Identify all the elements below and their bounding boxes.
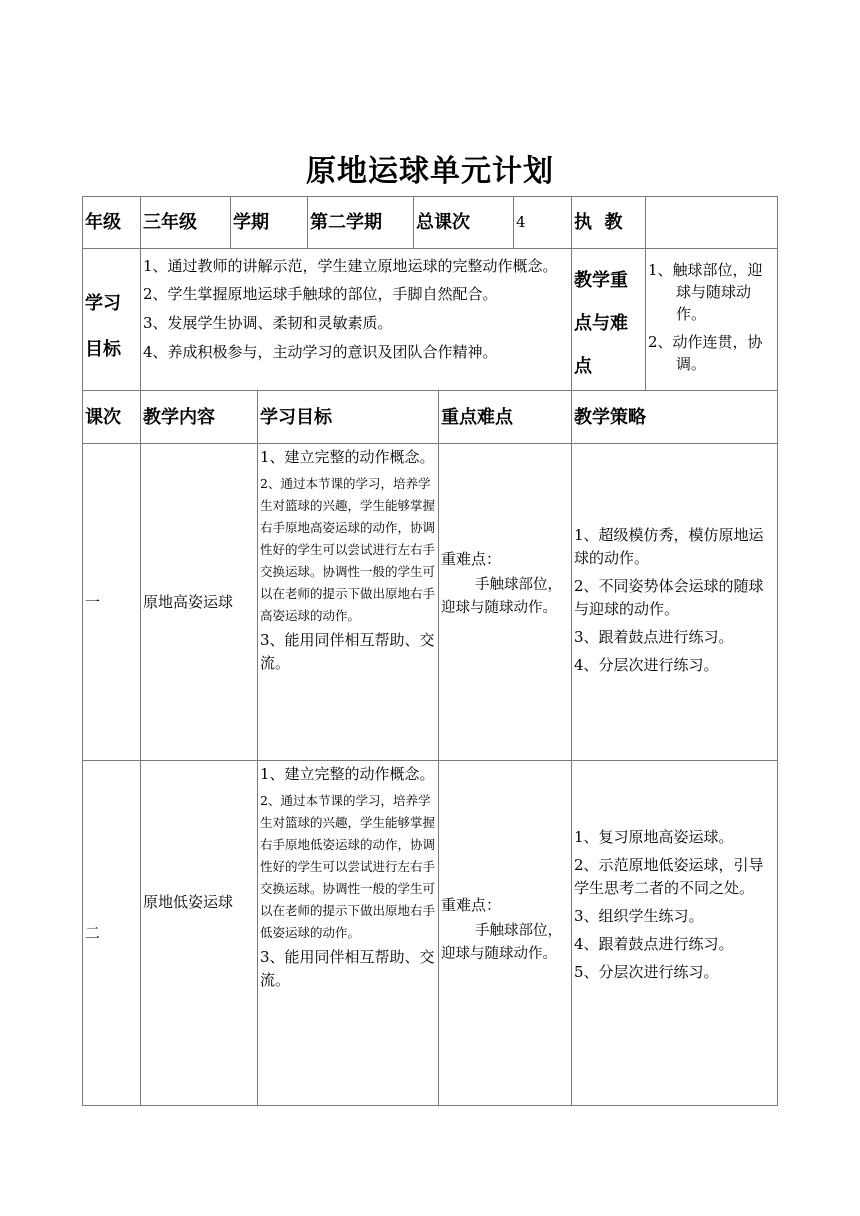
goal-item: 2、学生掌握原地运球手触球的部位，手脚自然配合。 xyxy=(143,285,498,303)
strategy-item: 1、复习原地高姿运球。 xyxy=(574,828,734,846)
strategy-item: 2、不同姿势体会运球的随球与迎球的动作。 xyxy=(574,577,764,618)
strategy-item: 3、跟着鼓点进行练习。 xyxy=(574,628,734,646)
key-points-label-line2: 点与难 xyxy=(574,313,628,334)
lesson-objectives xyxy=(257,443,439,761)
teacher-value xyxy=(645,196,778,249)
key-points-list xyxy=(645,248,778,391)
goals-label-line1: 学习 xyxy=(85,293,121,314)
header-key: 重点难点 xyxy=(438,390,572,444)
objective-item: 2、通过本节课的学习，培养学生对篮球的兴趣，学生能够掌握右手原地低姿运球的动作，协调性好的学生可以尝试进行左右手交换运球。协调性一般的学生可以在老师的提示下做出原地右手低姿运球的动作。 xyxy=(260,793,436,940)
lesson-strategy xyxy=(571,443,778,761)
term-label: 学期 xyxy=(230,196,308,249)
strategy-item: 3、组织学生练习。 xyxy=(574,907,704,925)
key-point-item: 2、动作连贯，协调。 xyxy=(648,333,763,373)
key-points-label-line3: 点 xyxy=(574,356,592,377)
term-value: 第二学期 xyxy=(307,196,414,249)
key-title: 重难点： xyxy=(441,896,502,914)
lesson-content: 原地高姿运球 xyxy=(140,443,258,761)
lesson-strategy xyxy=(571,760,778,1106)
key-point-item: 1、触球部位，迎球与随球动作。 xyxy=(648,261,763,323)
goals-list xyxy=(140,248,572,391)
strategy-item: 4、分层次进行练习。 xyxy=(574,656,719,674)
goals-label-line2: 目标 xyxy=(85,339,121,360)
objective-item: 3、能用同伴相互帮助、交流。 xyxy=(260,631,435,672)
header-content: 教学内容 xyxy=(140,390,258,444)
goal-item: 3、发展学生协调、柔韧和灵敏素质。 xyxy=(143,314,393,332)
total-lessons-label: 总课次 xyxy=(413,196,514,249)
key-text: 手触球部位，迎球与随球动作。 xyxy=(441,923,562,962)
grade-value: 三年级 xyxy=(140,196,231,249)
teacher-label: 执 教 xyxy=(571,196,646,249)
grade-label: 年级 xyxy=(82,196,141,249)
lesson-number: 二 xyxy=(82,760,141,1106)
key-points-label xyxy=(571,248,646,391)
key-points-label-line1: 教学重 xyxy=(574,270,628,291)
objective-item: 1、建立完整的动作概念。 xyxy=(260,448,435,466)
lesson-number: 一 xyxy=(82,443,141,761)
strategy-item: 4、跟着鼓点进行练习。 xyxy=(574,935,734,953)
goal-item: 1、通过教师的讲解示范，学生建立原地运球的完整动作概念。 xyxy=(143,257,558,275)
lesson-objectives xyxy=(257,760,439,1106)
objective-item: 3、能用同伴相互帮助、交流。 xyxy=(260,948,435,989)
objective-item: 2、通过本节课的学习，培养学生对篮球的兴趣，学生能够掌握右手原地高姿运球的动作，协调性好的学生可以尝试进行左右手交换运球。协调性一般的学生可以在老师的提示下做出原地右手高姿运球的动作。 xyxy=(260,476,436,623)
header-lesson: 课次 xyxy=(82,390,141,444)
header-strategy: 教学策略 xyxy=(571,390,778,444)
total-lessons-value: 4 xyxy=(513,196,572,249)
strategy-item: 1、超级模仿秀，模仿原地运球的动作。 xyxy=(574,526,764,567)
goals-label xyxy=(82,248,141,391)
lesson-key xyxy=(438,760,572,1106)
header-objective: 学习目标 xyxy=(257,390,439,444)
key-title: 重难点： xyxy=(441,550,502,568)
page-title: 原地运球单元计划 xyxy=(306,154,554,189)
goal-item: 4、养成积极参与，主动学习的意识及团队合作精神。 xyxy=(143,343,498,361)
strategy-item: 2、示范原地低姿运球，引导学生思考二者的不同之处。 xyxy=(574,856,764,897)
objective-item: 1、建立完整的动作概念。 xyxy=(260,765,435,783)
lesson-content: 原地低姿运球 xyxy=(140,760,258,1106)
strategy-item: 5、分层次进行练习。 xyxy=(574,963,719,981)
lesson-key xyxy=(438,443,572,761)
key-text: 手触球部位，迎球与随球动作。 xyxy=(441,577,562,616)
